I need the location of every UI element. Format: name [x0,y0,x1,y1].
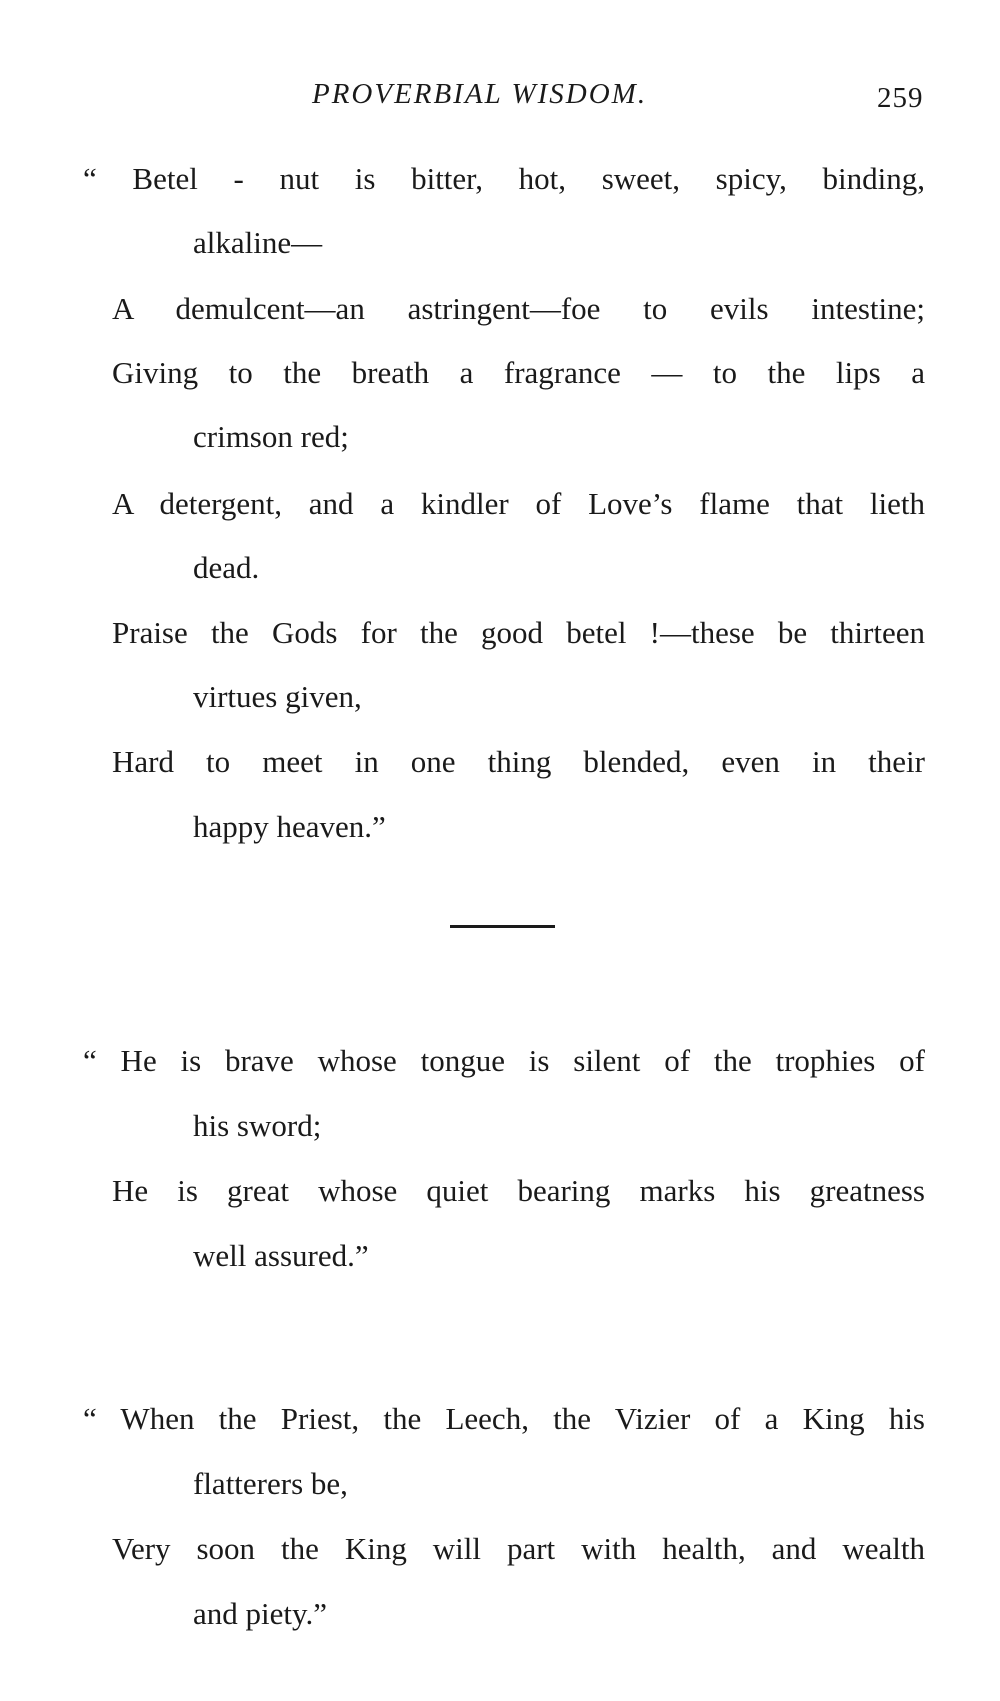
running-head [0,78,1000,118]
verse-line: A demulcent—an astringent—foe to evils intestine; [112,291,925,326]
verse-line: A detergent, and a kindler of Love’s flame that lieth [112,486,925,521]
page-number: 259 [877,82,924,114]
verse-line: Hard to meet in one thing blended, even in their [112,744,925,779]
verse-line: happy heaven.” [193,809,386,844]
section-divider [450,925,555,928]
running-title: PROVERBIAL WISDOM. [312,78,648,110]
verse-line: dead. [193,550,260,585]
verse-line: and piety.” [193,1596,327,1631]
verse-line: his sword; [193,1108,322,1143]
verse-line: He is great whose quiet bearing marks his greatness [112,1173,925,1208]
verse-line: well assured.” [193,1238,369,1273]
verse-line: alkaline— [193,225,323,260]
verse-line: “ Betel - nut is bitter, hot, sweet, spicy, binding, [83,161,925,196]
verse-line: Giving to the breath a fragrance — to the lips a [112,355,925,390]
verse-line: Praise the Gods for the good betel !—these be thirteen [112,615,925,650]
verse-line: virtues given, [193,679,362,714]
verse-line: crimson red; [193,419,349,454]
verse-line: “ He is brave whose tongue is silent of the trophies of [83,1043,925,1078]
verse-line: “ When the Priest, the Leech, the Vizier of a King his [83,1401,925,1436]
verse-line: Very soon the King will part with health, and wealth [112,1531,925,1566]
verse-line: flatterers be, [193,1466,348,1501]
